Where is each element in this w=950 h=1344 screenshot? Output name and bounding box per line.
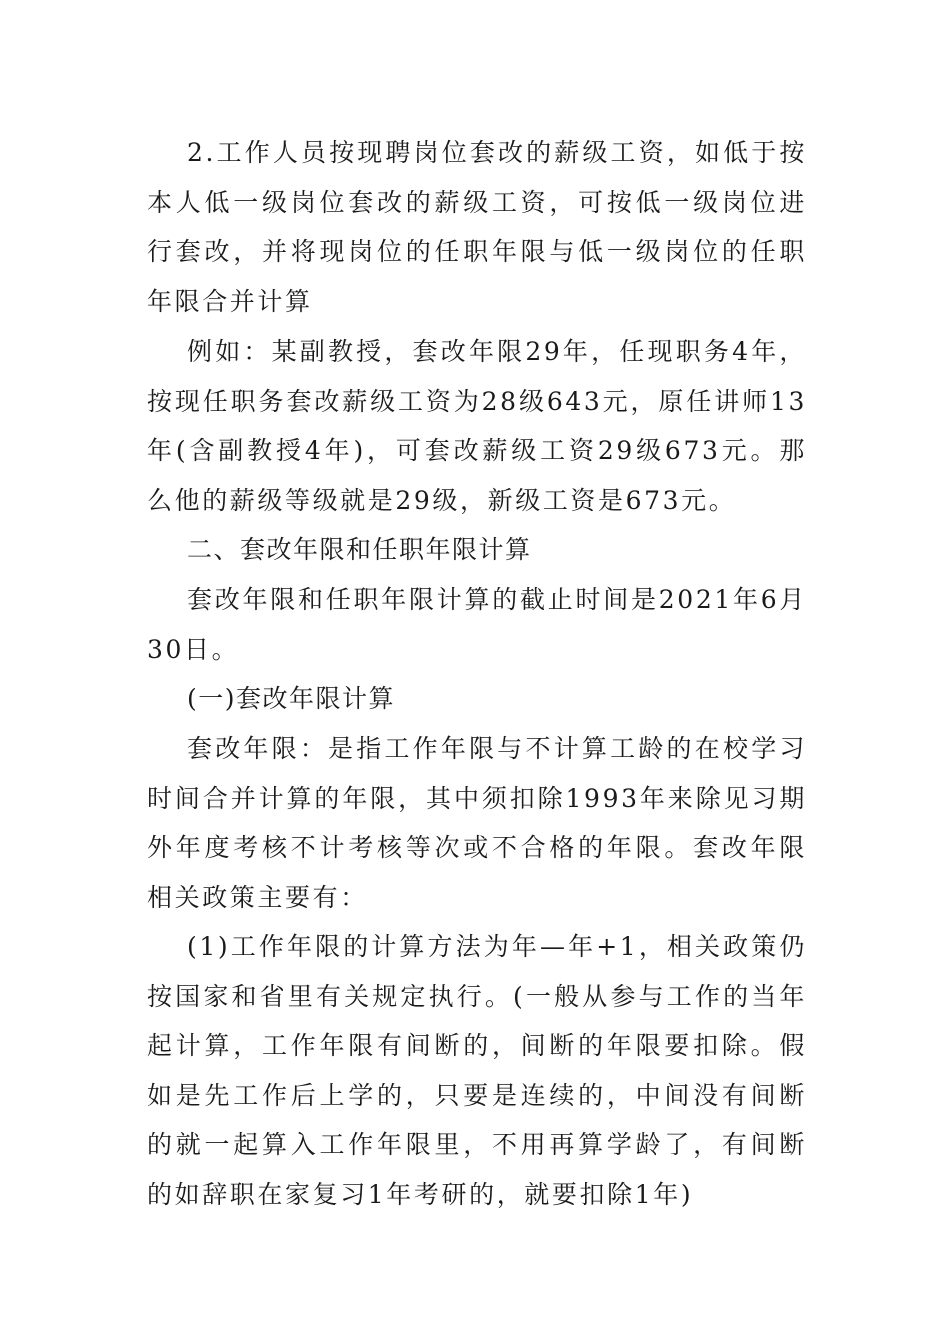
section-heading-2: 二、套改年限和任职年限计算 xyxy=(187,535,532,564)
paragraph-item-1: (1)工作年限的计算方法为年—年+1，相关政策仍按国家和省里有关规定执行。(一般从参与工作的当年起计算，工作年限有间断的，间断的年限要扣除。假如是先工作后上学的，只要是连续的，中间没有间断的就一起算入工作年限里，不用再算学龄了，有间断的如辞职在家复习1年考研的，就要扣除1年) xyxy=(147,932,807,1209)
subsection-heading-1: (一)套改年限计算 xyxy=(187,684,396,713)
paragraph-definition: 套改年限：是指工作年限与不计算工龄的在校学习时间合并计算的年限，其中须扣除1993年来除见习期外年度考核不计考核等次或不合格的年限。套改年限相关政策主要有： xyxy=(147,734,807,912)
paragraph-deadline: 套改年限和任职年限计算的截止时间是2021年6月30日。 xyxy=(147,585,807,664)
paragraph-salary-rule-2: 2.工作人员按现聘岗位套改的薪级工资，如低于按本人低一级岗位套改的薪级工资，可按低一级岗位进行套改，并将现岗位的任职年限与低一级岗位的任职年限合并计算 xyxy=(147,138,807,316)
paragraph-example: 例如：某副教授，套改年限29年，任现职务4年，按现任职务套改薪级工资为28级643元，原任讲师13年(含副教授4年)，可套改薪级工资29级673元。那么他的薪级等级就是29级，新级工资是673元。 xyxy=(147,337,807,515)
